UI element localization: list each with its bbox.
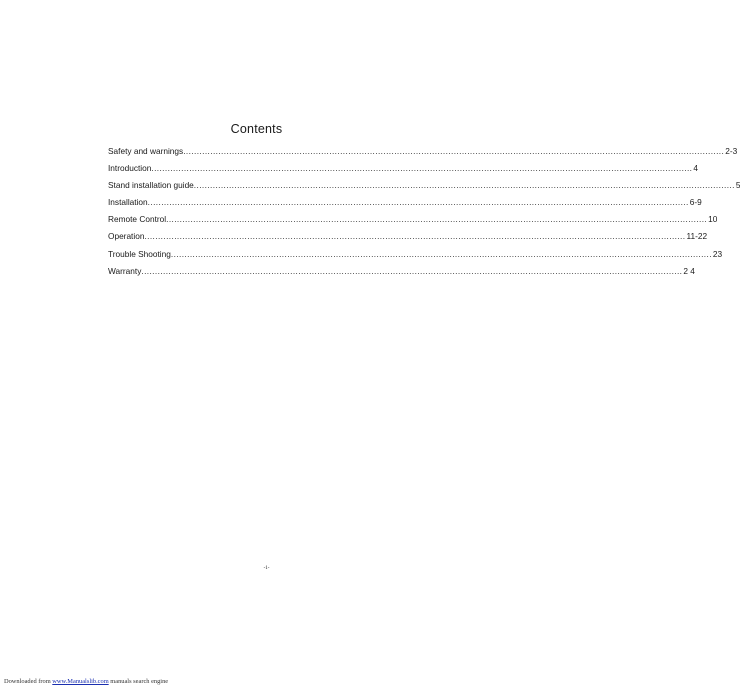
toc-entry-page: 2-3 bbox=[725, 146, 738, 156]
toc-leader-dots: ........................................................................................................................................................................................................ bbox=[151, 163, 693, 174]
toc-entry-stand-installation bbox=[108, 180, 740, 197]
toc-entry-warranty bbox=[108, 265, 695, 283]
toc-entry-installation bbox=[108, 197, 702, 214]
toc-entry-label: Installation bbox=[108, 197, 148, 208]
toc-entry-page: 2 4 bbox=[683, 265, 695, 276]
page-number: -1- bbox=[263, 566, 270, 571]
toc-entry-page: 5 bbox=[735, 180, 740, 191]
toc-entry-label: Stand installation guide bbox=[108, 180, 194, 191]
toc-entry-label: Trouble Shooting bbox=[108, 248, 171, 259]
download-footer bbox=[4, 678, 168, 685]
table-of-contents bbox=[108, 146, 740, 283]
toc-leader-dots: ........................................................................................................................................................................................................ bbox=[166, 214, 708, 225]
toc-entry-operation bbox=[108, 231, 708, 248]
manualslib-link[interactable]: www.Manualslib.com bbox=[52, 678, 109, 685]
toc-leader-dots: ........................................................................................................................................................................................................ bbox=[193, 180, 735, 191]
toc-entry-page: 23 bbox=[712, 248, 723, 259]
toc-entry-page: 6-9 bbox=[689, 197, 702, 208]
toc-leader-dots: ........................................................................................................................................................................................................ bbox=[147, 197, 689, 208]
toc-leader-dots: ........................................................................................................................................................................................................ bbox=[141, 265, 683, 276]
toc-entry-label: Introduction bbox=[108, 163, 152, 174]
toc-entry-trouble-shooting bbox=[108, 248, 723, 266]
footer-prefix: Downloaded from bbox=[4, 678, 53, 685]
toc-entry-page: 11-22 bbox=[686, 231, 708, 242]
toc-leader-dots: ........................................................................................................................................................................................................ bbox=[183, 146, 725, 156]
toc-entry-label: Remote Control bbox=[108, 214, 167, 225]
toc-entry-page: 10 bbox=[708, 214, 718, 225]
toc-entry-label: Warranty bbox=[108, 265, 142, 276]
toc-leader-dots: ........................................................................................................................................................................................................ bbox=[144, 231, 686, 242]
toc-entry-safety bbox=[108, 146, 738, 163]
toc-entry-label: Safety and warnings bbox=[108, 146, 184, 156]
footer-suffix: manuals search engine bbox=[108, 678, 169, 685]
toc-leader-dots: ........................................................................................................................................................................................................ bbox=[170, 248, 712, 259]
toc-entry-page: 4 bbox=[693, 163, 699, 174]
page-title: Contents bbox=[230, 122, 283, 136]
toc-entry-label: Operation bbox=[108, 231, 145, 242]
toc-entry-introduction bbox=[108, 163, 699, 180]
toc-entry-remote-control bbox=[108, 214, 718, 231]
